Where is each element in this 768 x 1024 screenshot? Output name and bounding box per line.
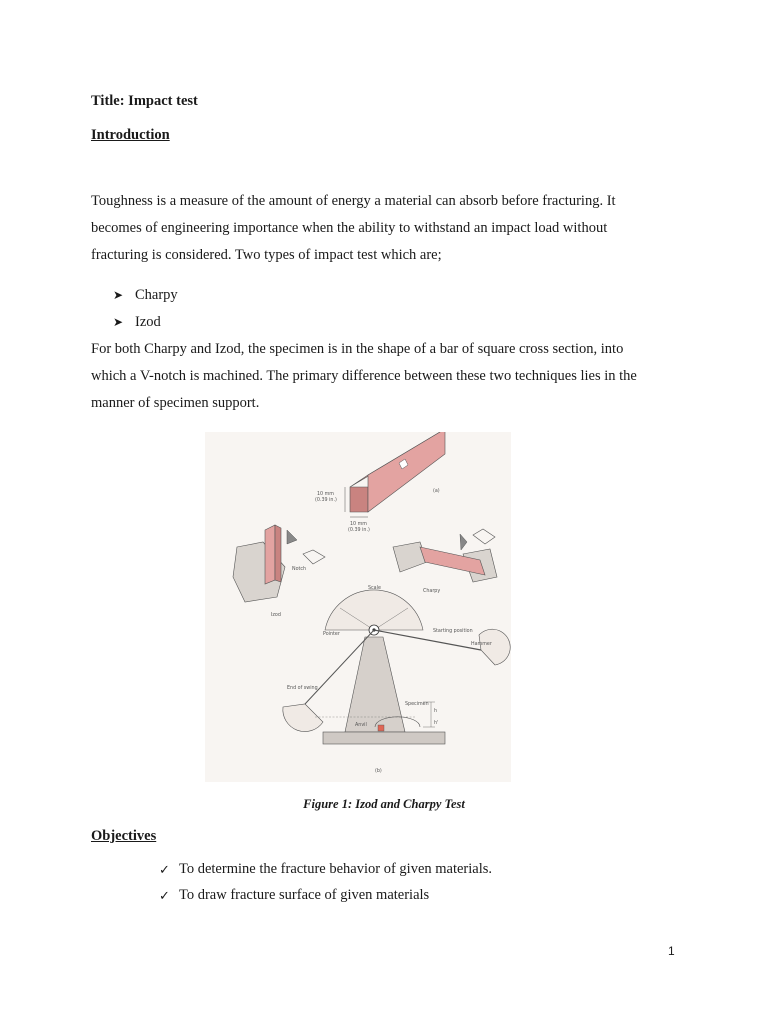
h-prime-label: h' bbox=[434, 721, 439, 726]
paragraph-line: which a V-notch is machined. The primary difference between these two techniques lies in the bbox=[91, 368, 637, 384]
figure-caption: Figure 1: Izod and Charpy Test bbox=[303, 797, 465, 811]
list-item-charpy bbox=[113, 287, 178, 304]
comparison-paragraph bbox=[91, 336, 691, 417]
dimension-label: 10 mm bbox=[350, 522, 367, 527]
charpy-specimen-bar bbox=[345, 432, 445, 517]
objective-item bbox=[159, 861, 492, 878]
pendulum-machine bbox=[283, 590, 510, 744]
arrow-bullet-icon: ➤ bbox=[113, 288, 124, 302]
checkmark-icon: ✓ bbox=[159, 887, 170, 903]
hammer-label: Hammer bbox=[471, 642, 492, 647]
list-item-label: Izod bbox=[135, 314, 161, 330]
page-number: 1 bbox=[668, 944, 675, 958]
charpy-setup bbox=[393, 529, 497, 582]
introduction-heading: Introduction bbox=[91, 127, 170, 143]
pointer-label: Pointer bbox=[323, 632, 340, 637]
paragraph-line: becomes of engineering importance when the ability to withstand an impact load without bbox=[91, 220, 608, 236]
introduction-paragraph bbox=[91, 188, 691, 269]
dimension-label: (0.39 in.) bbox=[348, 528, 370, 533]
objective-item bbox=[159, 887, 429, 904]
part-b-label: (b) bbox=[375, 769, 382, 774]
checkmark-icon: ✓ bbox=[159, 861, 170, 877]
charpy-label: Charpy bbox=[423, 589, 441, 594]
paragraph-line: Toughness is a measure of the amount of energy a material can absorb before fracturing. It bbox=[91, 193, 616, 209]
specimen-label: Specimen bbox=[405, 702, 429, 707]
arrow-bullet-icon: ➤ bbox=[113, 315, 124, 329]
starting-position-label: Starting position bbox=[433, 629, 473, 634]
anvil-label: Anvil bbox=[355, 723, 367, 728]
end-of-swing-label: End of swing bbox=[287, 686, 318, 691]
objective-text: To draw fracture surface of given materials bbox=[179, 887, 430, 903]
izod-setup bbox=[233, 525, 325, 602]
page-title: Title: Impact test bbox=[91, 93, 198, 109]
dimension-label: (0.39 in.) bbox=[315, 498, 337, 503]
part-a-label: (a) bbox=[433, 489, 440, 494]
h-label: h bbox=[434, 709, 438, 714]
notch-label: Notch bbox=[292, 567, 307, 572]
paragraph-line: fracturing is considered. Two types of impact test which are; bbox=[91, 247, 442, 263]
list-item-izod bbox=[113, 314, 161, 331]
dimension-label: 10 mm bbox=[317, 492, 334, 497]
impact-test-figure bbox=[205, 432, 511, 782]
scale-label: Scale bbox=[368, 586, 381, 591]
paragraph-line: manner of specimen support. bbox=[91, 395, 260, 411]
objective-text: To determine the fracture behavior of given materials. bbox=[179, 861, 493, 877]
paragraph-line: For both Charpy and Izod, the specimen is in the shape of a bar of square cross section, into bbox=[91, 341, 624, 357]
impact-test-diagram bbox=[205, 432, 511, 782]
objectives-heading: Objectives bbox=[91, 828, 157, 844]
izod-label: Izod bbox=[271, 613, 281, 618]
list-item-label: Charpy bbox=[135, 287, 178, 303]
